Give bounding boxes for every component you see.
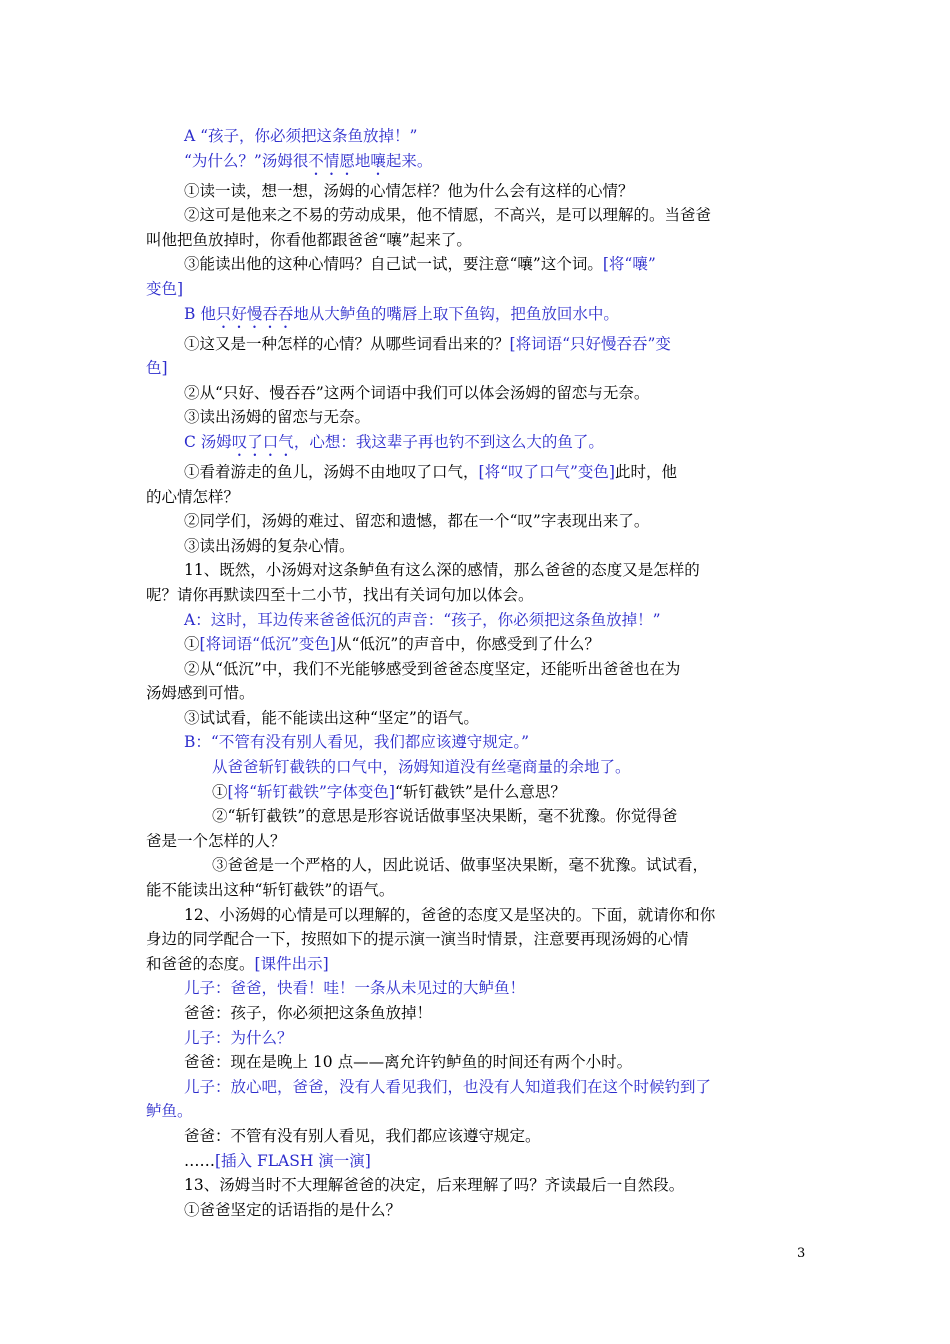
highlighted-text: 色] <box>146 359 168 378</box>
highlighted-text: C 汤姆 <box>184 432 232 451</box>
text-line <box>146 853 806 878</box>
highlighted-text: 变色] <box>146 279 184 298</box>
text-segment: 11、既然，小汤姆对这条鲈鱼有这么深的感情，那么爸爸的态度又是怎样的 <box>184 561 700 580</box>
text-line <box>146 1149 806 1174</box>
highlighted-text: [将“叹了口气”变色] <box>478 462 615 481</box>
text-line <box>146 730 806 755</box>
text-segment: “斩钉截铁”是什么意思？ <box>394 782 566 801</box>
text-line <box>146 356 806 381</box>
text-segment: 和爸爸的态度。 <box>146 954 255 973</box>
text-segment: ③能读出他的这种心情吗？自己试一试，要注意“嚷”这个词。 <box>184 255 603 274</box>
text-segment: 13、汤姆当时不大理解爸爸的决定，后来理解了吗？齐读最后一自然段。 <box>184 1176 685 1195</box>
text-segment: 爸爸：现在是晚上 10 点——离允许钓鲈鱼的时间还有两个小时。 <box>184 1053 633 1072</box>
text-segment: …… <box>184 1151 215 1170</box>
text-line <box>146 1075 806 1100</box>
page-number: 3 <box>797 1246 806 1261</box>
text-line <box>146 1050 806 1075</box>
text-line <box>146 1026 806 1051</box>
text-segment: 身边的同学配合一下，按照如下的提示演一演当时情景，注意要再现汤姆的心情 <box>146 930 689 949</box>
text-line <box>146 1099 806 1124</box>
text-line <box>146 534 806 559</box>
text-segment: 的心情怎样？ <box>146 487 240 506</box>
text-line <box>146 927 806 952</box>
text-line <box>146 706 806 731</box>
text-line <box>146 1173 806 1198</box>
text-line <box>146 485 806 510</box>
highlighted-text: 地从大鲈鱼的嘴唇上取下鱼钩，把鱼放回水中。 <box>293 304 619 323</box>
text-segment: ③试试看，能不能读出这种“坚定”的语气。 <box>184 708 479 727</box>
text-line <box>146 903 806 928</box>
text-line <box>146 681 806 706</box>
text-line <box>146 332 806 357</box>
text-line <box>146 1124 806 1149</box>
text-line <box>146 583 806 608</box>
text-segment: ① <box>184 635 200 654</box>
text-segment: ②“斩钉截铁”的意思是形容说话做事坚决果断，毫不犹豫。你觉得爸 <box>212 807 678 826</box>
highlighted-text: A：这时，耳边传来爸爸低沉的声音：“孩子，你必须把这条鱼放掉！” <box>184 610 661 629</box>
text-segment: ③爸爸是一个严格的人，因此说话、做事坚决果断，毫不犹豫。试试看， <box>212 856 709 875</box>
document-body <box>146 124 806 1222</box>
highlighted-text: B 他 <box>184 304 216 323</box>
highlighted-text: B：“不管有没有别人看见，我们都应该遵守规定。” <box>184 733 529 752</box>
text-line <box>146 976 806 1001</box>
text-segment: ②这可是他来之不易的劳动成果，他不情愿，不高兴，是可以理解的。当爸爸 <box>184 206 712 225</box>
text-segment: 爸是一个怎样的人？ <box>146 831 286 850</box>
text-line <box>146 780 806 805</box>
text-line <box>146 405 806 430</box>
text-line <box>146 608 806 633</box>
highlighted-text: 儿子：爸爸，快看！哇！一条从未见过的大鲈鱼！ <box>184 979 526 998</box>
text-segment: ②从“只好、慢吞吞”这两个词语中我们可以体会汤姆的留恋与无奈。 <box>184 383 650 402</box>
highlighted-text: [将词语“低沉”变色] <box>199 635 336 654</box>
text-line <box>146 430 806 460</box>
text-segment: 能不能读出这种“斩钉截铁”的语气。 <box>146 881 395 900</box>
highlighted-text: 叹了口气 <box>231 432 294 451</box>
text-segment: ②同学们，汤姆的难过、留恋和遗憾，都在一个“叹”字表现出来了。 <box>184 512 650 531</box>
text-line <box>146 878 806 903</box>
text-line <box>146 558 806 583</box>
text-line <box>146 277 806 302</box>
text-line <box>146 755 806 780</box>
highlighted-text: 只好慢吞吞 <box>215 304 294 323</box>
highlighted-text: 儿子：为什么？ <box>184 1028 293 1047</box>
text-line <box>146 381 806 406</box>
text-line <box>146 179 806 204</box>
highlighted-text: 从爸爸斩钉截铁的口气中，汤姆知道没有丝毫商量的余地了。 <box>212 758 631 777</box>
highlighted-text: 儿子：放心吧，爸爸，没有人看见我们，也没有人知道我们在这个时候钓到了 <box>184 1077 712 1096</box>
text-line <box>146 657 806 682</box>
highlighted-text: “为什么？”汤姆很 <box>184 151 309 170</box>
text-segment: 爸爸：孩子，你必须把这条鱼放掉！ <box>184 1004 433 1022</box>
text-line <box>146 124 806 149</box>
highlighted-text: [将“斩钉截铁”字体变色] <box>227 782 395 801</box>
highlighted-text: [课件出示] <box>254 954 329 973</box>
highlighted-text: 鲈鱼。 <box>146 1102 193 1121</box>
text-segment: 从“低沉”的声音中，你感受到了什么？ <box>335 635 600 654</box>
text-segment: ③读出汤姆的复杂心情。 <box>184 536 355 555</box>
text-segment: 呢？请你再默读四至十二小节，找出有关词句加以体会。 <box>146 585 534 604</box>
text-segment: ① <box>212 782 228 801</box>
text-segment: 叫他把鱼放掉时，你看他都跟爸爸“嚷”起来了。 <box>146 230 472 249</box>
text-segment: 汤姆感到可惜。 <box>146 684 255 703</box>
text-line <box>146 509 806 534</box>
highlighted-text: 嚷 <box>370 151 386 170</box>
text-line <box>146 1198 806 1223</box>
text-line <box>146 228 806 253</box>
text-line <box>146 302 806 332</box>
text-segment: 爸爸：不管有没有别人看见，我们都应该遵守规定。 <box>184 1126 541 1145</box>
text-segment: ①这又是一种怎样的心情？从哪些词看出来的？ <box>184 334 510 353</box>
text-line <box>146 804 806 829</box>
highlighted-text: 地 <box>354 151 371 170</box>
text-segment: ②从“低沉”中，我们不光能够感受到爸爸态度坚定，还能听出爸爸也在为 <box>184 659 681 678</box>
highlighted-text: 起来。 <box>385 151 433 170</box>
text-segment: ③读出汤姆的留恋与无奈。 <box>184 408 371 427</box>
highlighted-text: 不情愿 <box>308 151 355 170</box>
text-line <box>146 460 806 485</box>
text-segment: ①看着游走的鱼儿，汤姆不由地叹了口气， <box>184 462 479 481</box>
text-segment: 12、小汤姆的心情是可以理解的，爸爸的态度又是坚决的。下面，就请你和你 <box>184 905 716 924</box>
text-segment: ①读一读，想一想，汤姆的心情怎样？他为什么会有这样的心情？ <box>184 181 634 200</box>
text-segment: ①爸爸坚定的话语指的是什么？ <box>184 1200 402 1219</box>
highlighted-text: [插入 FLASH 演一演] <box>215 1151 371 1170</box>
text-line <box>146 632 806 657</box>
text-line <box>146 203 806 228</box>
text-line <box>146 149 806 179</box>
highlighted-text: [将词语“只好慢吞吞”变 <box>509 334 671 353</box>
text-line <box>146 829 806 854</box>
highlighted-text: A “孩子，你必须把这条鱼放掉！” <box>184 127 418 145</box>
text-line <box>146 952 806 977</box>
text-line <box>146 1001 806 1026</box>
text-line <box>146 252 806 277</box>
highlighted-text: ，心想：我这辈子再也钓不到这么大的鱼了。 <box>293 432 604 451</box>
highlighted-text: [将“嚷” <box>602 255 656 274</box>
text-segment: 此时，他 <box>614 462 677 481</box>
